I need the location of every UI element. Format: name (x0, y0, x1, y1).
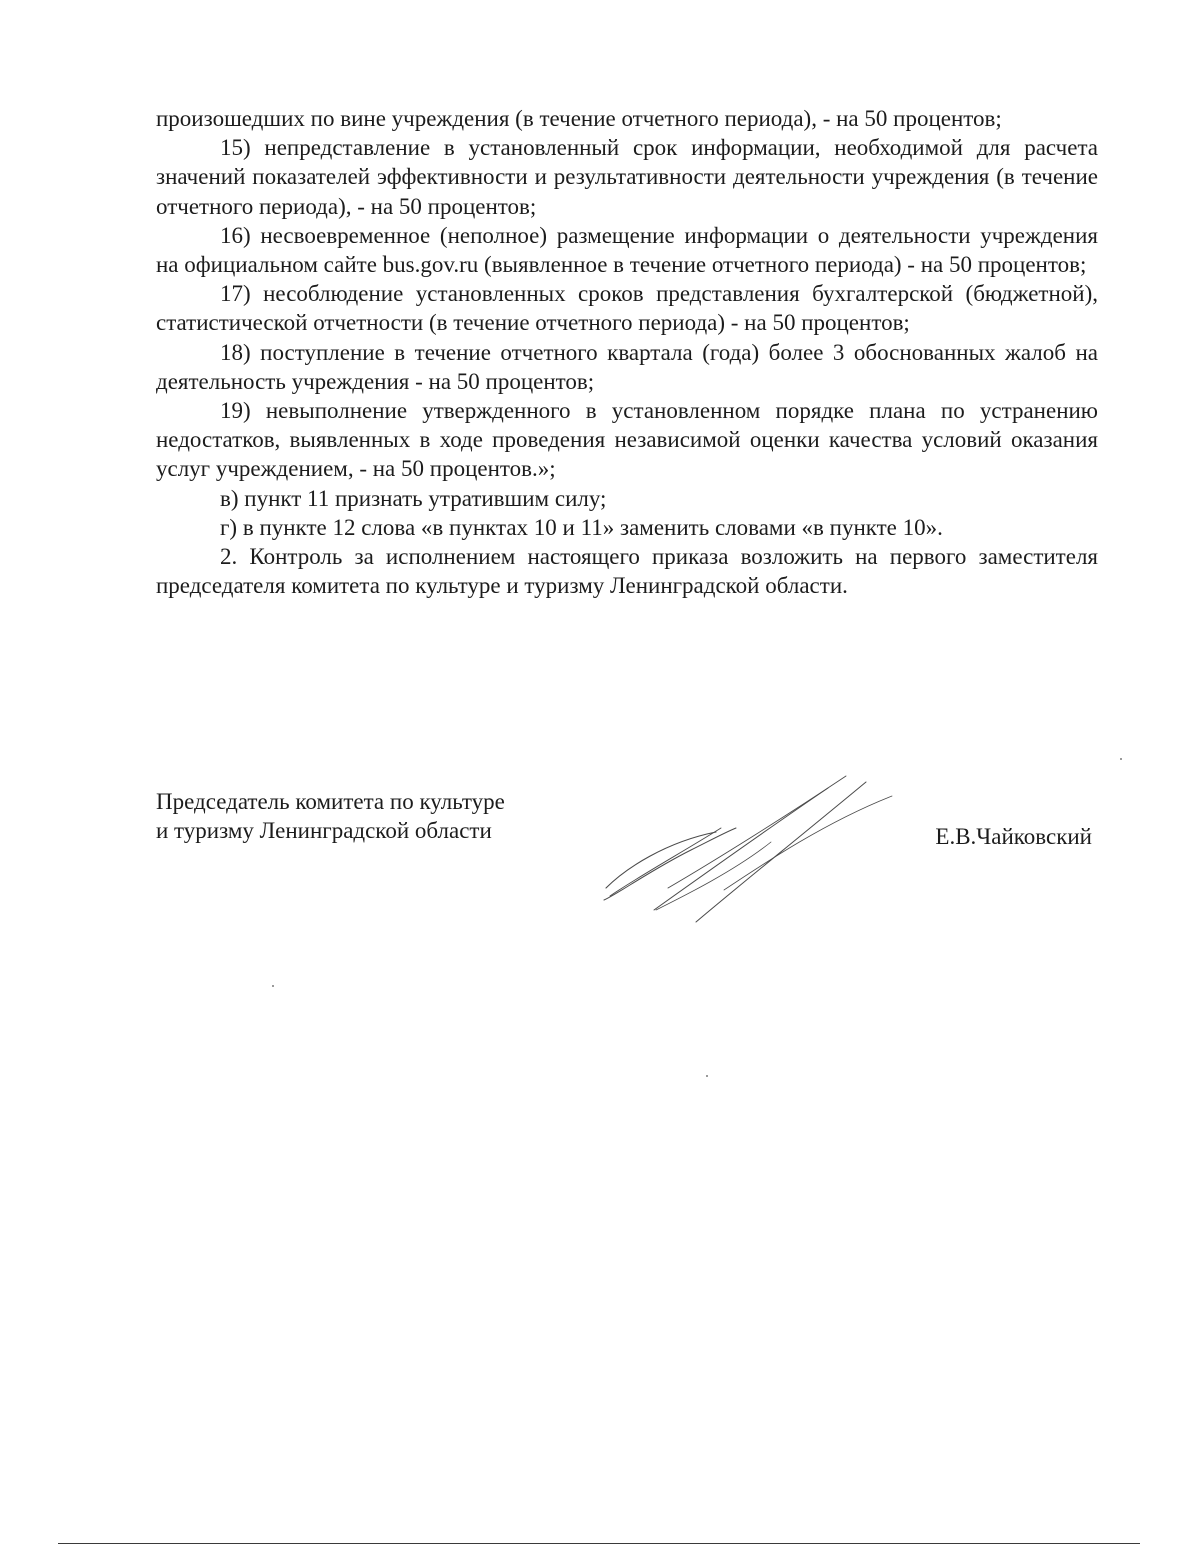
bottom-rule (58, 1543, 1140, 1544)
scan-speck (272, 985, 274, 987)
signer-title-line-2: и туризму Ленинградской области (156, 818, 492, 844)
paragraph-item-g: г) в пункте 12 слова «в пунктах 10 и 11» заменить словами «в пункте 10». (220, 514, 943, 540)
handwritten-signature (596, 770, 916, 930)
paragraph-item-v: в) пункт 11 признать утратившим силу; (220, 485, 607, 511)
paragraph-item-18: 18) поступление в течение отчетного квартала (года) более 3 обоснованных жалоб на деятельность учреждения - на 50 процентов; (156, 339, 1098, 394)
paragraph-continuation: произошедших по вине учреждения (в течение отчетного периода), - на 50 процентов; (156, 106, 1002, 131)
paragraph-item-17: 17) несоблюдение установленных сроков представления бухгалтерской (бюджетной), статистической отчетности (в течение отчетного периода) - на 50 процентов; (156, 281, 1098, 336)
scan-speck (1120, 758, 1122, 760)
signer-title (156, 787, 505, 845)
paragraph-item-19: 19) невыполнение утвержденного в установленном порядке плана по устранению недостатков, выявленных в ходе проведения независимой оценки качества условий оказания услуг учреждением, - на 50 процентов.»; (156, 398, 1098, 482)
signer-title-line-1: Председатель комитета по культуре (156, 789, 505, 814)
document-body (156, 104, 1098, 600)
scan-speck (706, 1075, 708, 1077)
paragraph-item-16: 16) несвоевременное (неполное) размещение информации о деятельности учреждения на официальном сайте bus.gov.ru (выявленное в течение отчетного периода) - на 50 процентов; (156, 222, 1098, 278)
paragraph-control-clause: 2. Контроль за исполнением настоящего приказа возложить на первого заместителя председателя комитета по культуре и туризму Ленинградской области. (156, 544, 1098, 599)
signer-name: Е.В.Чайковский (935, 824, 1092, 849)
paragraph-item-15: 15) непредставление в установленный срок информации, необходимой для расчета значений показателей эффективности и результативности деятельности учреждения (в течение отчетного периода), - на 50 процентов; (156, 135, 1098, 219)
